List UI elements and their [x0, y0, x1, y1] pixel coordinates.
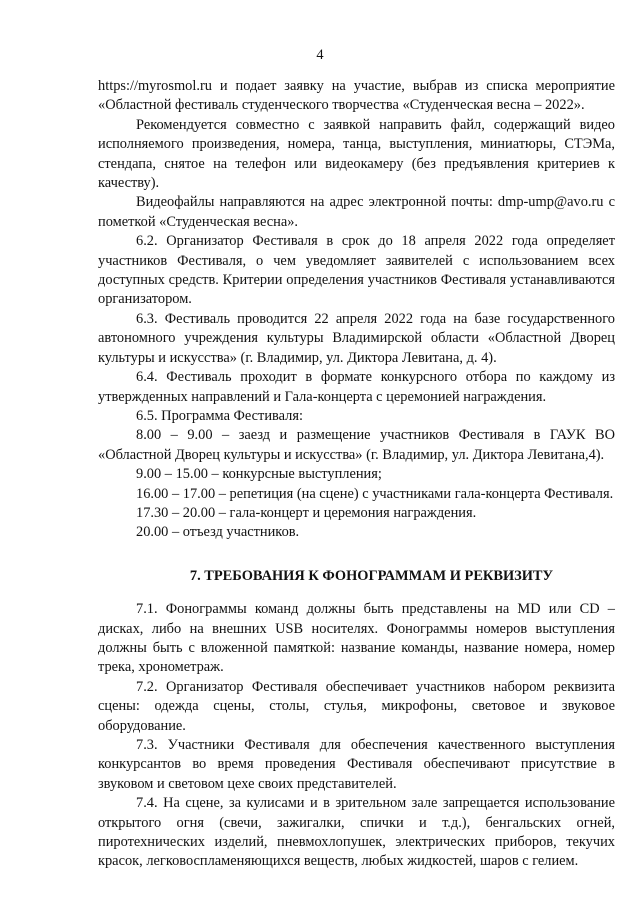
paragraph: Видеофайлы направляются на адрес электронной почты: dmp-ump@avo.ru с пометкой «Студенческая весна». — [98, 194, 615, 230]
paragraph: https://myrosmol.ru и подает заявку на участие, выбрав из списка мероприятие «Областной фестиваль студенческого творчества «Студенческая весна – 2022». — [98, 78, 615, 114]
paragraph: 16.00 – 17.00 – репетиция (на сцене) с участниками гала-концерта Фестиваля. — [136, 485, 614, 502]
section-heading: 7. ТРЕБОВАНИЯ К ФОНОГРАММАМ И РЕКВИЗИТУ — [189, 567, 554, 584]
paragraph: 6.2. Организатор Фестиваля в срок до 18 апреля 2022 года определяет участников Фестиваля, о чем уведомляет заявителей с использованием всех доступных средств. Критерии определения участников Фестиваля устанавливаются организатором. — [98, 233, 615, 308]
page-number: 4 — [316, 47, 324, 63]
paragraph: 6.5. Программа Фестиваля: — [136, 407, 303, 424]
paragraph: 7.3. Участники Фестиваля для обеспечения качественного выступления конкурсантов во время проведения Фестиваля обеспечивают присутствие в звуковом и световом цехе своих представителей. — [98, 737, 615, 792]
paragraph: 6.4. Фестиваль проходит в формате конкурсного отбора по каждому из утвержденных направлений и Гала-концерта с церемонией награждения. — [98, 369, 615, 405]
paragraph: 7.2. Организатор Фестиваля обеспечивает участников набором реквизита сцены: одежда сцены, столы, стулья, микрофоны, световое и звуковое оборудование. — [98, 678, 615, 734]
document-body — [98, 77, 615, 872]
paragraph: 7.1. Фонограммы команд должны быть представлены на MD или CD – дисках, либо на внешних USB носителях. Фонограммы номеров выступления должны быть с вложенной памяткой: название команды, название номера, номер трека, хронометраж. — [98, 601, 615, 676]
paragraph: 6.3. Фестиваль проводится 22 апреля 2022 года на базе государственного автономного учреждения культуры Владимирской области «Областной Дворец культуры и искусства» (г. Владимир, ул. Диктора Левитана, д. 4). — [98, 310, 615, 366]
paragraph: 8.00 – 9.00 – заезд и размещение участников Фестиваля в ГАУК ВО «Областной Дворец культуры и искусства» (г. Владимир, ул. Диктора Левитана,4). — [98, 427, 615, 463]
paragraph: 17.30 – 20.00 – гала-концерт и церемония награждения. — [136, 504, 477, 521]
paragraph: 20.00 – отъезд участников. — [136, 524, 300, 541]
paragraph: Рекомендуется совместно с заявкой направить файл, содержащий видео исполняемого произведения, номера, танца, выступления, миниатюры, СТЭМа, стендапа, снятое на телефон или видеокамеру (без предъявления критериев к качеству). — [98, 116, 615, 192]
paragraph: 9.00 – 15.00 – конкурсные выступления; — [136, 466, 382, 483]
paragraph: 7.4. На сцене, за кулисами и в зрительном зале запрещается использование открытого огня (свечи, зажигалки, спички и т.д.), бенгальских огней, пиротехнических изделий, пневмохлопушек, электрических приборов, текучих красок, легковоспламеняющихся веществ, любых жидкостей, шаров с гелием. — [98, 795, 615, 870]
